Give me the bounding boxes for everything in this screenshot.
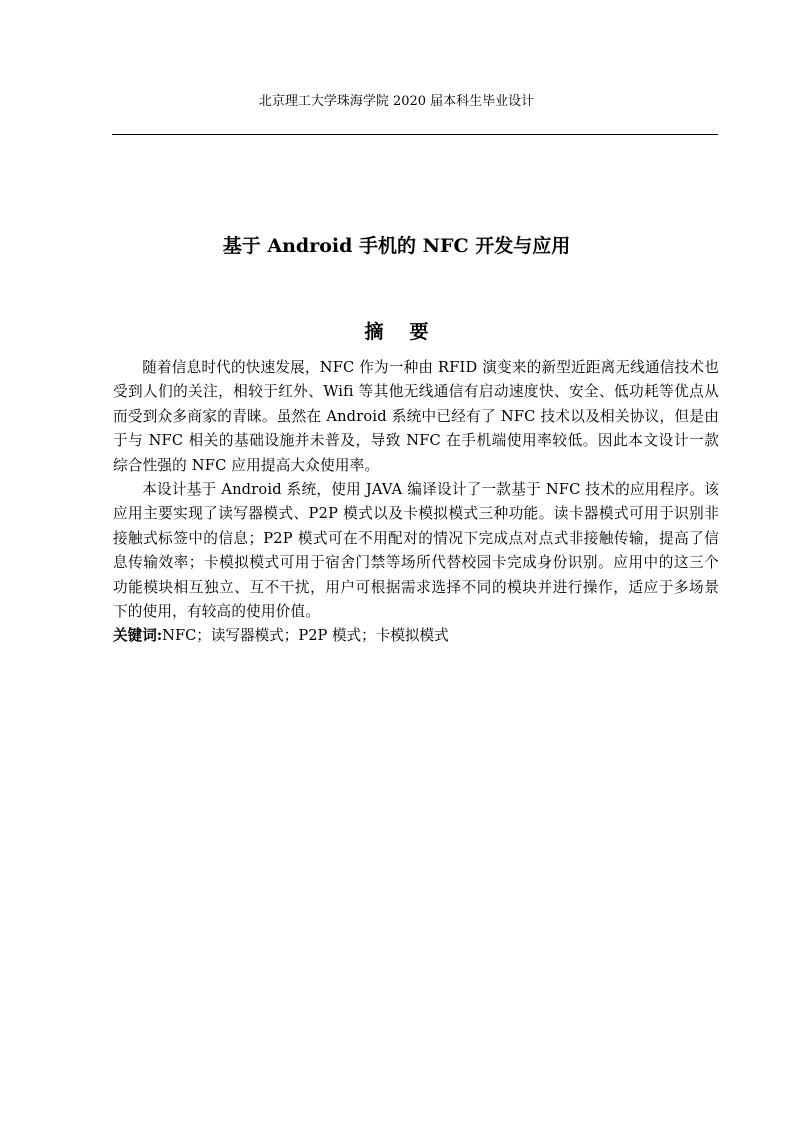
keywords-label: 关键词: [113,627,163,645]
page-header: 北京理工大学珠海学院 2020 届本科生毕业设计 [258,94,535,109]
keywords-line [113,624,719,648]
thesis-title: 基于 Android 手机的 NFC 开发与应用 [222,235,571,257]
header-divider [112,134,718,135]
abstract-heading: 摘要 [364,321,455,343]
abstract-paragraph-1: 随着信息时代的快速发展，NFC 作为一种由 RFID 演变来的新型近距离无线通信技术也受到人们的关注，相较于红外、Wifi 等其他无线通信有启动速度快、安全、低功耗等优点从而受到众多商家的青睐。虽然在 Android 系统中已经有了 NFC 技术以及相关协议，但是由于与 NFC 相关的基础设施并未普及，导致 NFC 在手机端使用率较低。因此本文设计一款综合性强的 NFC 应用提高大众使用率。 [113,359,719,474]
abstract-body [113,356,719,649]
keywords-list: NFC；读写器模式；P2P 模式；卡模拟模式 [162,627,449,645]
abstract-paragraph-2: 本设计基于 Android 系统，使用 JAVA 编译设计了一款基于 NFC 技术的应用程序。该应用主要实现了读写器模式、P2P 模式以及卡模拟模式三种功能。读卡器模式可用于识别非接触式标签中的信息；P2P 模式可在不用配对的情况下完成点对点式非接触传输，提高了信息传输效率；卡模拟模式可用于宿舍门禁等场所代替校园卡完成身份识别。应用中的这三个功能模块相互独立、互不干扰，用户可根据需求选择不同的模块并进行操作，适应于多场景下的使用，有较高的使用价值。 [113,481,719,621]
